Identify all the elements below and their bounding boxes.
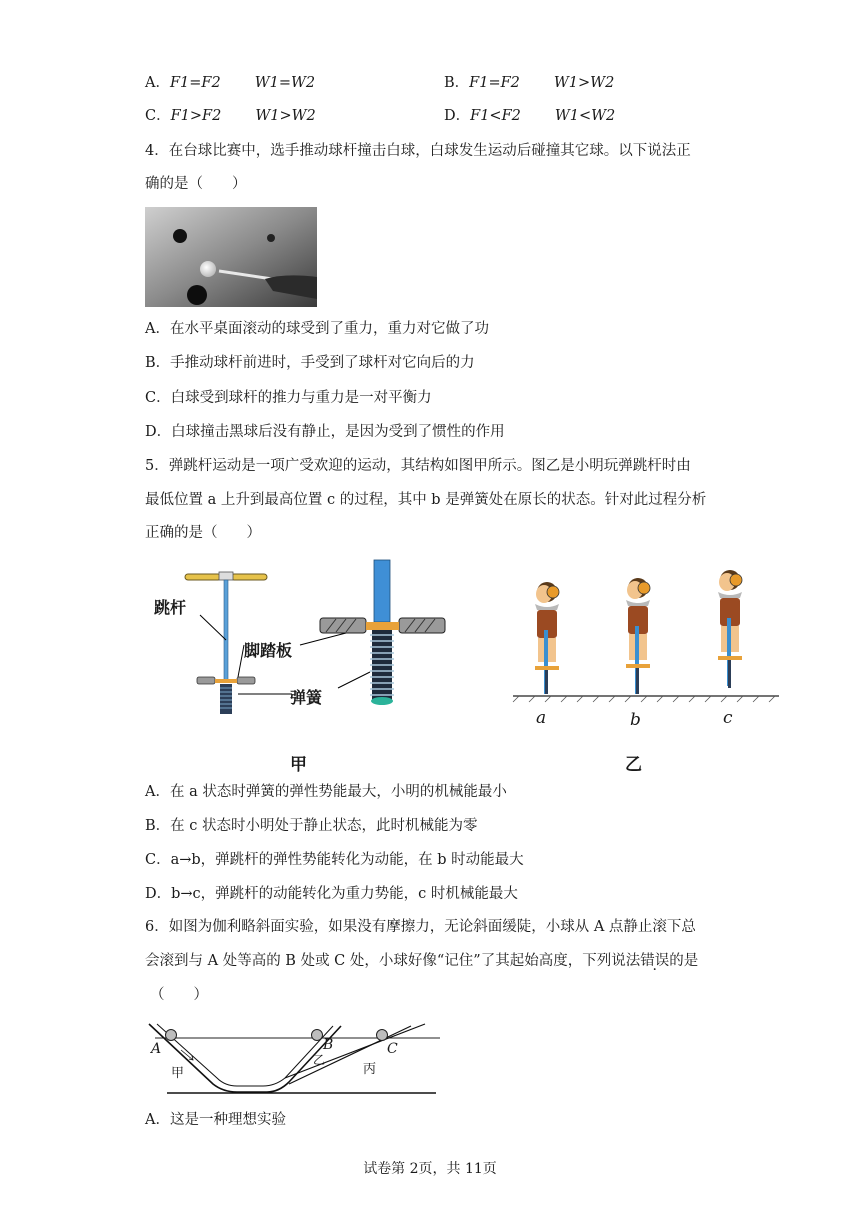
- q4-option-c: C．白球受到球杆的推力与重力是一对平衡力: [145, 390, 432, 406]
- label-A: A: [151, 1041, 162, 1057]
- q6-stem-line2: [145, 951, 698, 971]
- q4-stem-line1: 4．在台球比赛中，选手推动球杆撞击白球，白球发生运动后碰撞其它球。以下说法正: [145, 143, 691, 159]
- label-pedal: 脚踏板: [244, 641, 293, 660]
- label-a: a: [536, 708, 547, 728]
- label-jia: 甲: [290, 755, 307, 775]
- label-bing-incline: 丙: [363, 1062, 377, 1077]
- q5-stem-line3: 正确的是（ ）: [145, 525, 261, 541]
- label-yi-incline: 乙: [313, 1053, 326, 1067]
- q3-option-c: C．F1>F2 W1>W2: [145, 108, 316, 124]
- q5-option-b: B．在 c 状态时小明处于静止状态，此时机械能为零: [145, 818, 478, 834]
- q5-option-a: A．在 a 状态时弹簧的弹性势能最大，小明的机械能最小: [145, 784, 507, 800]
- q6-stem-line3: （ ）: [150, 987, 208, 1003]
- q4-option-a: A．在水平桌面滚动的球受到了重力，重力对它做了功: [145, 321, 489, 337]
- label-pole: 跳杆: [154, 598, 187, 617]
- label-jia-incline: 甲: [171, 1066, 185, 1081]
- q6-option-a: A．这是一种理想实验: [145, 1112, 286, 1128]
- label-spring: 弹簧: [290, 688, 323, 707]
- label-yi: 乙: [625, 755, 642, 775]
- billiards-photo: [145, 207, 317, 307]
- q4-stem-line2: 确的是（ ）: [145, 176, 247, 192]
- q3-option-b: B．F1=F2 W1>W2: [444, 75, 615, 91]
- label-B: B: [323, 1037, 334, 1053]
- galileo-incline-diagram: [145, 1020, 445, 1100]
- label-C: C: [387, 1041, 398, 1057]
- label-b: b: [630, 710, 641, 730]
- q6-stem-line2-tail: 的是: [669, 953, 699, 969]
- q5-stem-line1: 5．弹跳杆运动是一项广受欢迎的运动，其结构如图甲所示。图乙是小明玩弹跳杆时由: [145, 458, 691, 474]
- q4-option-b: B．手推动球杆前进时，手受到了球杆对它向后的力: [145, 355, 475, 371]
- pogo-structure-diagram: [140, 555, 470, 775]
- q5-stem-line2: 最低位置 a 上升到最高位置 c 的过程，其中 b 是弹簧处在原长的状态。针对此过程分析: [145, 492, 707, 508]
- q4-option-d: D．白球撞击黑球后没有静止，是因为受到了惯性的作用: [145, 424, 505, 440]
- q6-emphasis-wrong: 错误: [640, 953, 670, 969]
- q5-option-c: C．a→b，弹跳杆的弹性势能转化为动能，在 b 时动能最大: [145, 852, 524, 868]
- page-footer: 试卷第 2页，共 11页: [363, 1161, 497, 1177]
- q6-stem-line2-text: 会滚到与 A 处等高的 B 处或 C 处，小球好像“记住”了其起始高度，下列说法: [145, 953, 641, 969]
- label-c: c: [723, 708, 733, 728]
- q5-option-d: D．b→c，弹跳杆的动能转化为重力势能，c 时机械能最大: [145, 886, 518, 902]
- q6-stem-line1: 6．如图为伽利略斜面实验，如果没有摩擦力，无论斜面缓陡，小球从 A 点静止滚下总: [145, 919, 696, 935]
- q3-option-a: A．F1=F2 W1=W2: [145, 75, 316, 91]
- pogo-motion-diagram: [505, 560, 785, 775]
- q3-option-d: D．F1<F2 W1<W2: [444, 108, 616, 124]
